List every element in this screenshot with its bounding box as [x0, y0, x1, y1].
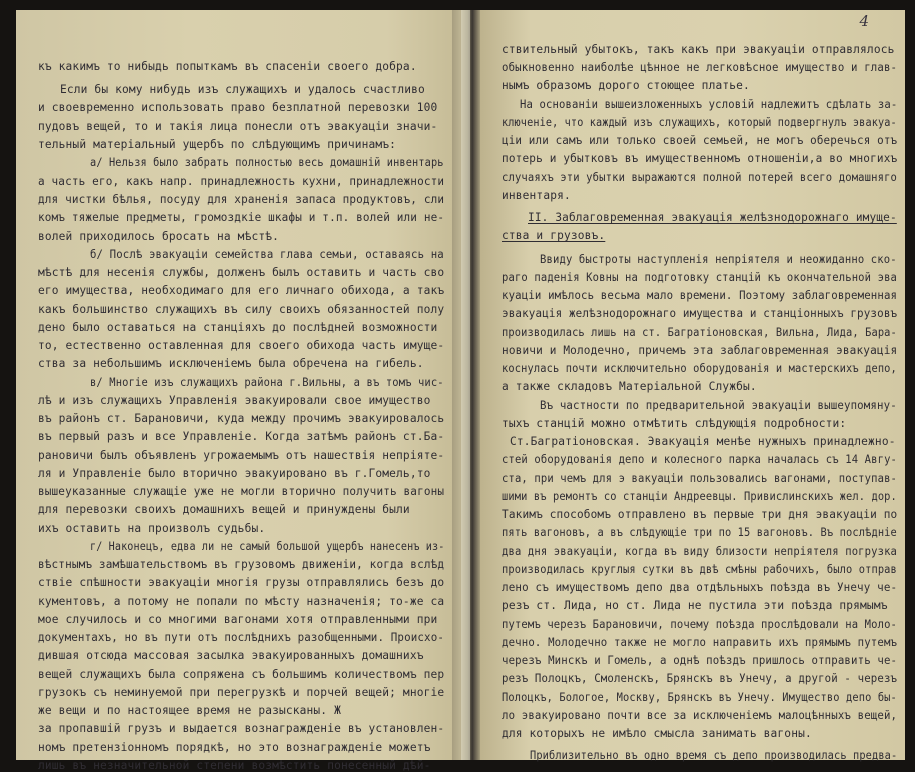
- text-line: черезъ Минскъ и Гомель, а однѣ поѣздъ пришлось отправить че-: [502, 654, 898, 667]
- text-line: для чистки бѣлья, посуду для храненія запаса продуктовъ, сли: [38, 193, 445, 206]
- text-line: ключеніе, что каждый изъ служащихъ, который подвергнулъ эвакуа-: [502, 116, 897, 129]
- text-line: ціи или самъ или только своей семьей, не могъ оберечься отъ: [502, 134, 898, 147]
- right-page: [480, 10, 905, 760]
- text-line: коснулась почти исключительно оборудованія и мастерскихъ депо,: [502, 362, 897, 375]
- text-line: вещей служащихъ была сопряжена съ большимъ количествомъ пер: [38, 668, 445, 681]
- text-line: а часть его, какъ напр. принадлежность кухни, принадлежности: [38, 175, 445, 188]
- text-line: же вещи и по настоящее время не разысканы. Ж: [38, 704, 341, 717]
- text-line: дившая отсюда массовая засылка эвакуированныхъ домашнихъ: [38, 649, 424, 662]
- text-line: путемъ черезъ Барановичи, почему поѣзда прослѣдовали на Моло-: [502, 618, 898, 631]
- text-line: Такимъ способомъ отправлено въ первые три дня эвакуаціи по: [502, 508, 898, 521]
- text-line: къ какимъ то нибыдь попыткамъ въ спасеніи своего добра.: [38, 60, 417, 73]
- text-line: нымъ образомъ дорого стоющее платье.: [502, 79, 750, 92]
- text-line: дечно. Молодечно также не могло направить ихъ прямымъ путемъ: [502, 636, 898, 649]
- section-heading: II. Заблаговременная эвакуація желѣзнодорожнаго имуще-: [528, 211, 897, 224]
- text-line: новичи и Молодечно, причемъ эта заблаговременная эвакуація: [502, 344, 898, 357]
- text-line: волей приходилось бросать на мѣстѣ.: [38, 230, 279, 243]
- text-line: ло эвакуировано почти все за исключеніемъ малоцѣнныхъ вещей,: [502, 709, 898, 722]
- text-line: ихъ оставить на произволъ судьбы.: [38, 522, 266, 535]
- text-line: для которыхъ не имѣло смысла занимать вагоны.: [502, 727, 812, 740]
- text-line: какъ большинство служащихъ въ силу своихъ обязанностей полу: [38, 303, 445, 316]
- text-line: обыкновенно наиболѣе цѣнное не легковѣсное имущество и глав-: [502, 61, 898, 74]
- text-line: его имущества, необходимаго для его личнаго обихода, а такъ: [38, 284, 445, 297]
- text-line: вѣстнымъ замѣшательствомъ въ грузовомъ движеніи, когда вслѣд: [38, 558, 445, 571]
- text-line: шими въ ремонтъ со станціи Андреевцы. Привислинскихъ жел. дор.: [502, 490, 897, 503]
- text-line: Въ частности по предварительной эвакуаціи вышеупомяну-: [540, 399, 897, 412]
- text-line: мѣстѣ для несенія службы, долженъ былъ оставить и часть сво: [38, 266, 445, 279]
- text-line: лѣ и изъ служащихъ Управленія эвакуировали свое имущество: [38, 394, 431, 407]
- text-line: грузокъ съ неминуемой при перегрузкѣ и порчей вещей; многіе: [38, 686, 445, 699]
- text-line: ста, при чемъ для э вакуаціи пользовались вагонами, поступав-: [502, 472, 898, 485]
- text-line: куаціи имѣлось весьма мало времени. Поэтому заблаговременная: [502, 289, 898, 302]
- text-line: в/ Многіе изъ служащихъ района г.Вильны, а въ томъ чис-: [90, 376, 444, 389]
- text-line: для перевозки своихъ домашнихъ вещей и принуждены были: [38, 503, 410, 516]
- text-line: Если бы кому нибудь изъ служащихъ и удалось счастливо: [60, 83, 425, 96]
- text-line: лено съ имуществомъ депо два отдѣльныхъ поѣзда въ Унечу че-: [502, 581, 898, 594]
- left-page: [16, 10, 452, 772]
- text-line: рановичи былъ объявленъ угрожаемымъ отъ нашествія непріяте-: [38, 449, 445, 462]
- text-line: тельный матеріальный ущербъ по слѣдующимъ причинамъ:: [38, 138, 397, 151]
- text-line: лишь въ незначительной степени возмѣстить понесенный дѣй-: [38, 759, 431, 772]
- text-line: тыхъ станцій можно отмѣтить слѣдующія подробности:: [502, 417, 847, 430]
- text-line: ля и Управленіе было вторично эвакуировано въ г.Гомель,то: [38, 467, 431, 480]
- text-line: раго паденія Ковны на подготовку станцій къ окончательной эва: [502, 271, 898, 284]
- text-line: случаяхъ эти убытки выражаются полной потерей всего домашняго: [502, 171, 898, 184]
- text-line: потерь и убытковъ въ имущественномъ отношеніи,а во многихъ: [502, 152, 898, 165]
- text-line: и своевременно использовать право безплатной перевозки 100: [38, 101, 438, 114]
- text-line: резъ ст. Лида, но ст. Лида не пустила эти поѣзда прямымъ: [502, 599, 888, 612]
- text-line: Приблизительно въ одно время съ депо производилась предва-: [530, 749, 898, 762]
- text-line: производилась лишь на ст. Багратіоновская, Вильна, Лида, Бара-: [502, 326, 897, 339]
- text-line: а/ Нельзя было забрать полностью весь домашній инвентарь: [90, 156, 444, 169]
- text-line: инвентаря.: [502, 189, 571, 202]
- text-line: вышеуказанные служащіе уже не могли вторично получить вагоны: [38, 485, 445, 498]
- text-line: Полоцкъ, Бологое, Москву, Брянскъ въ Унечу. Имущество депо бы-: [502, 691, 897, 704]
- text-line: два дня эвакуаціи, когда въ виду близости непріятеля погрузка: [502, 545, 898, 558]
- binding-tape: [461, 10, 470, 760]
- page-number: 4: [859, 12, 869, 30]
- text-line: ства за небольшимъ исключеніемъ была обречена на гибель.: [38, 357, 424, 370]
- section-heading-continued: ства и грузовъ.: [502, 229, 606, 242]
- text-line: резъ Полоцкъ, Смоленскъ, Брянскъ въ Унечу, а другой - черезъ: [502, 672, 898, 685]
- text-line: въ районъ ст. Барановичи, куда между прочимъ эвакуировалось: [38, 412, 445, 425]
- text-line: за пропавшій грузъ и выдается вознагражденіе въ установлен-: [38, 722, 445, 735]
- text-line: производилась круглыя сутки въ двѣ смѣны рабочихъ, было отправ: [502, 563, 897, 576]
- text-line: эвакуація желѣзнодорожнаго имущества и станціонныхъ грузовъ: [502, 307, 898, 320]
- text-line: пудовъ вещей, то и такія лица понесли отъ эвакуаціи значи-: [38, 120, 438, 133]
- text-line: ствіе спѣшности эвакуаціи многія грузы отправлялись безъ до: [38, 576, 445, 589]
- text-line: а также складовъ Матеріальной Службы.: [502, 380, 757, 393]
- text-line: номъ претензіонномъ порядкѣ, но это вознагражденіе можетъ: [38, 741, 431, 754]
- text-line: кументовъ, а потому не попали по мѣсту назначенія; то-же са: [38, 595, 445, 608]
- text-line: Ввиду быстроты наступленія непріятеля и неожиданно ско-: [540, 253, 897, 266]
- text-line: б/ Послѣ эвакуаціи семейства глава семьи, оставаясь на: [90, 248, 444, 261]
- text-line: то, естественно оставленная для своего обихода часть имуще-: [38, 339, 445, 352]
- text-line: въ первый разъ и все Управленіе. Когда затѣмъ районъ ст.Ба-: [38, 430, 445, 443]
- text-line: ствительный убытокъ, такъ какъ при эвакуаціи отправлялось: [502, 43, 895, 56]
- text-line: стей оборудованія депо и колесного парка началась съ 14 Авгу-: [502, 453, 898, 466]
- text-line: пять вагоновъ, а въ слѣдующіе три по 15 вагоновъ. Въ послѣдніе: [502, 526, 897, 539]
- text-line: г/ Наконецъ, едва ли не самый большой ущербъ нанесенъ из-: [90, 540, 445, 553]
- text-line: дено было оставаться на станціяхъ до послѣдней возможности: [38, 321, 438, 334]
- text-line: комъ тяжелые предметы, громоздкіе шкафы и т.п. волей или не-: [38, 211, 445, 224]
- text-line: мое случилось и со многими вагонами хотя отправленными при: [38, 613, 438, 626]
- text-line: документахъ, но въ пути отъ послѣднихъ разобщенными. Происхо-: [38, 631, 445, 644]
- text-line: На основаніи вышеизложенныхъ условій надлежитъ сдѣлать за-: [520, 98, 898, 111]
- text-line: Ст.Багратіоновская. Эвакуація менѣе нужныхъ принадлежно-: [510, 435, 896, 448]
